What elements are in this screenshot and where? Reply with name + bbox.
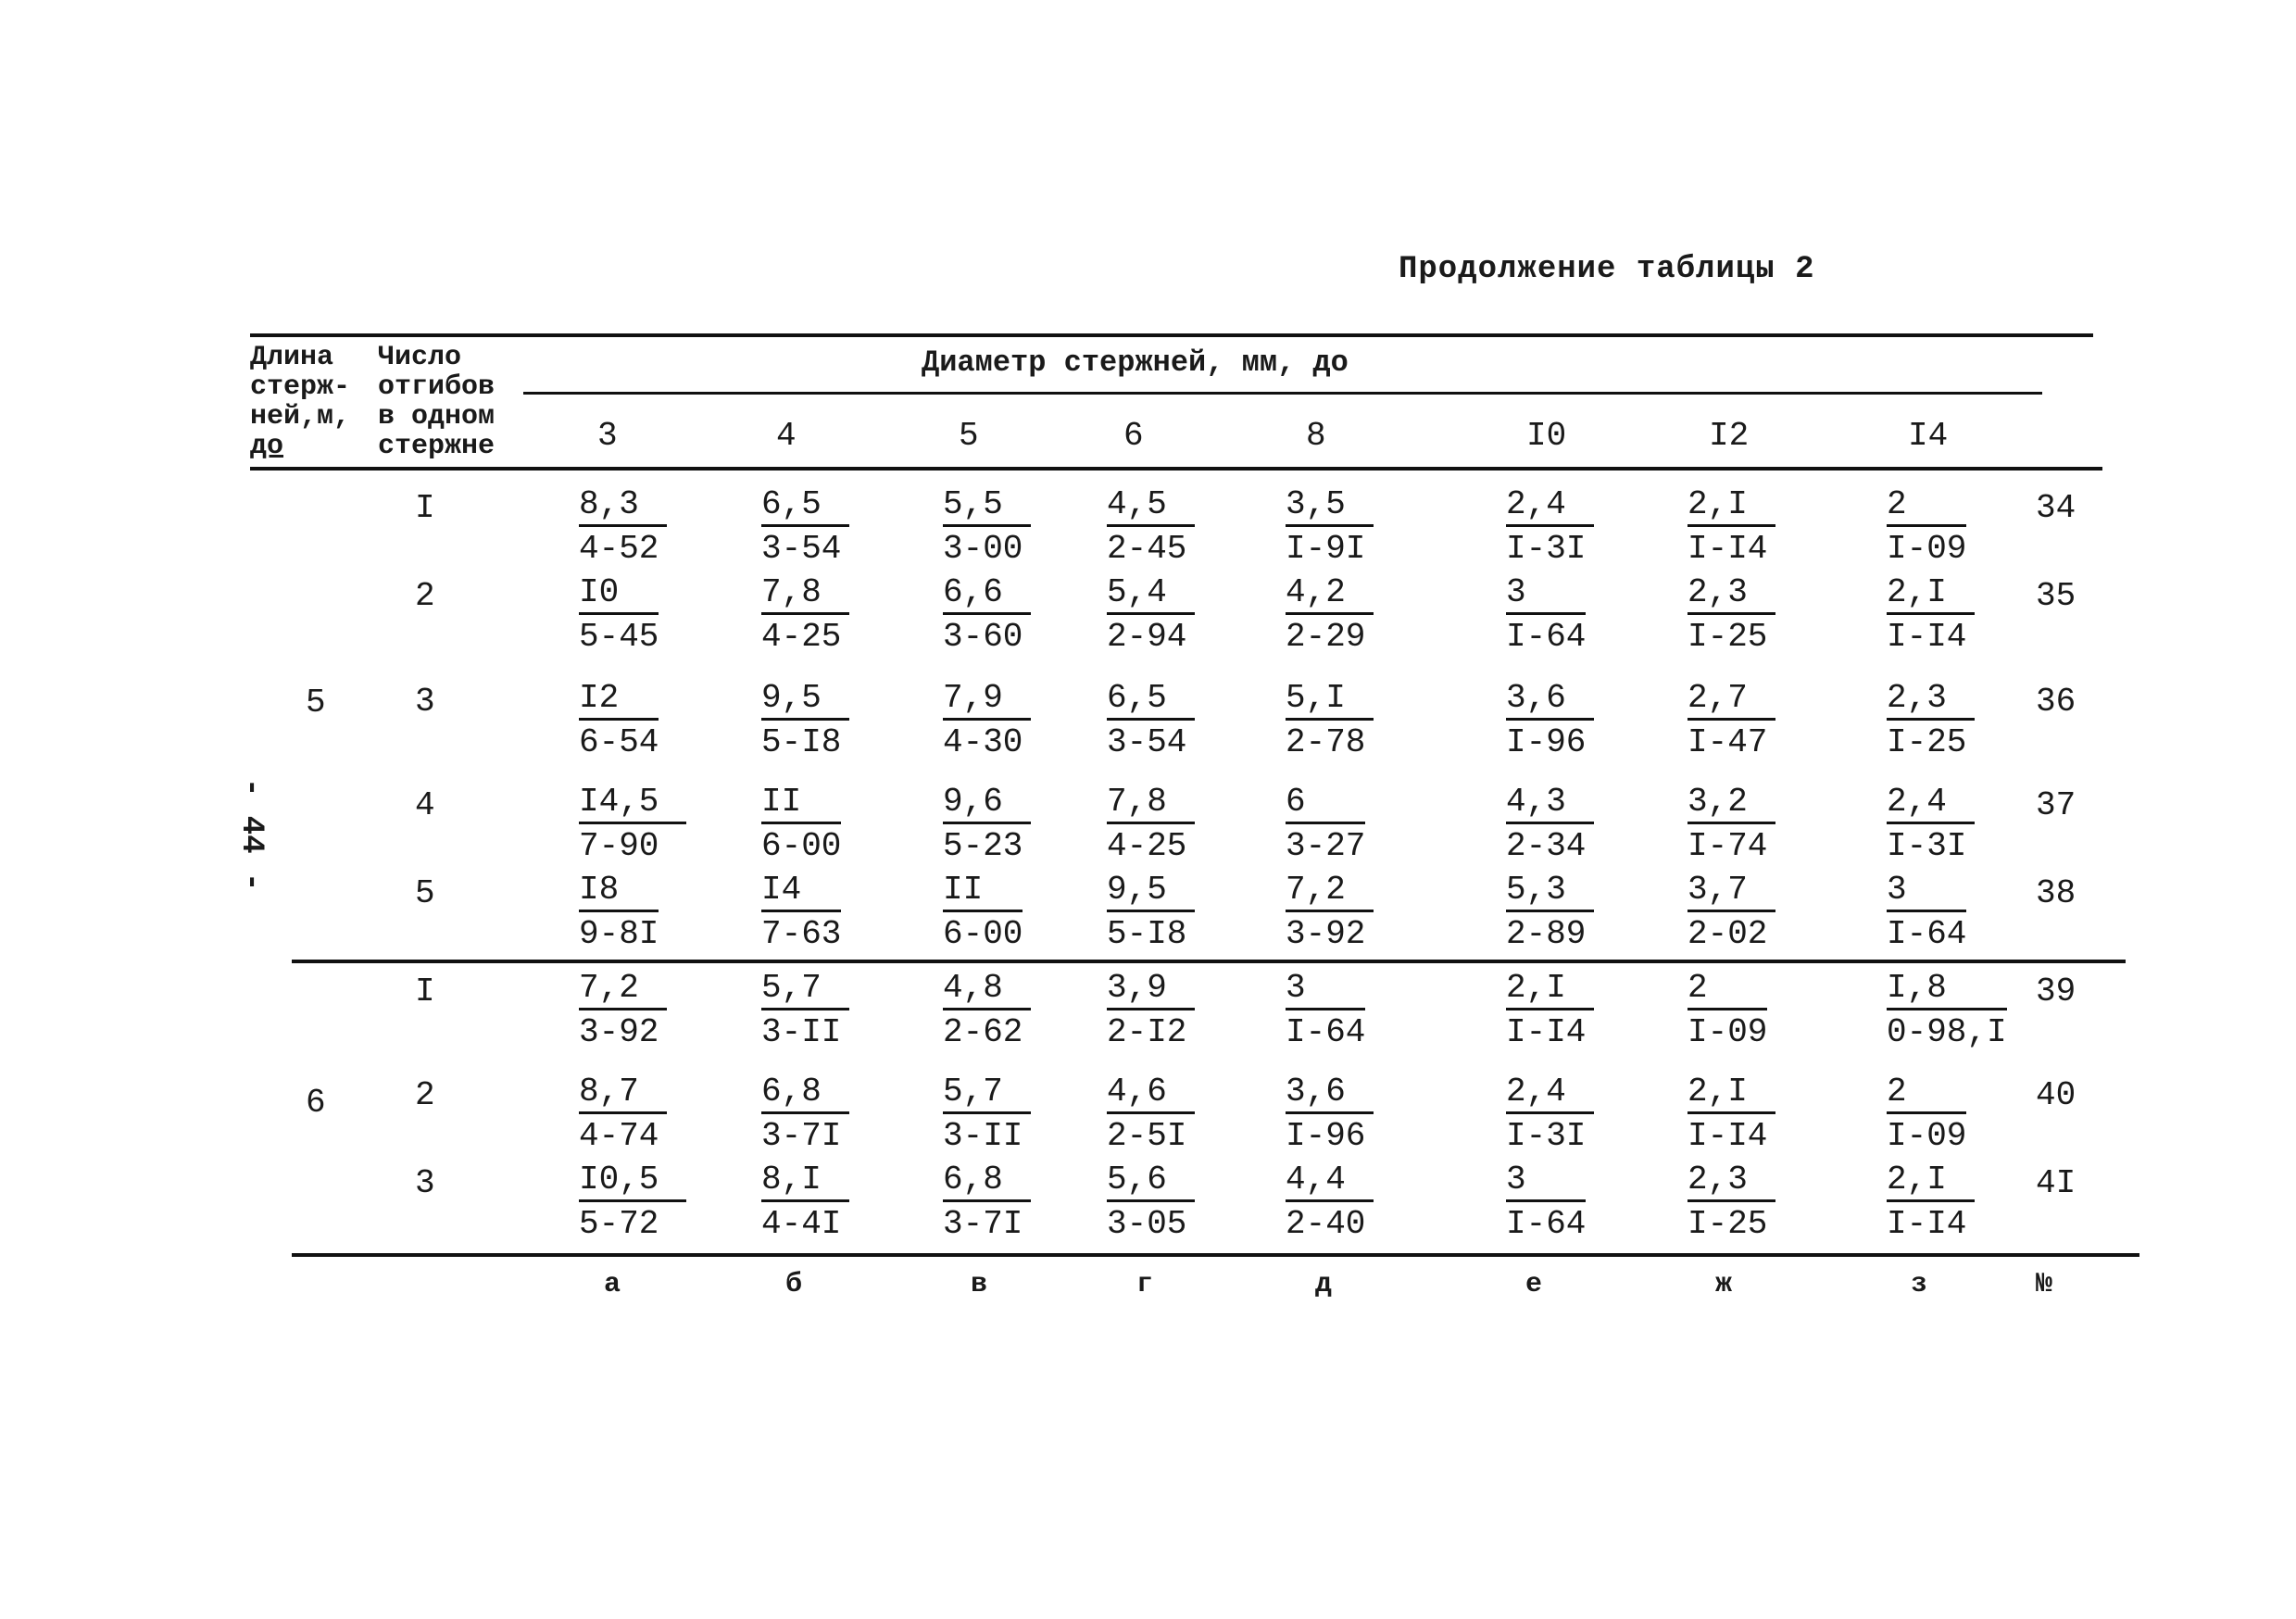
col-header-length-line: Длина [250, 342, 334, 373]
cell-numerator: 3,5 [1286, 485, 1374, 527]
cell-numerator: 5,7 [943, 1073, 1031, 1114]
table-cell [1286, 1161, 1374, 1247]
cell-denominator: 3-60 [943, 618, 1023, 656]
table-cell [1286, 783, 1365, 869]
cell-denominator: I-I4 [1687, 530, 1768, 568]
cell-numerator: 3 [1506, 1161, 1586, 1202]
table-cell [943, 969, 1031, 1055]
table-cell [1286, 969, 1365, 1055]
cell-denominator: 6-54 [579, 723, 659, 761]
cell-denominator: I-64 [1506, 618, 1587, 656]
table-cell [1506, 969, 1594, 1055]
col-header-bends-line: стержне [378, 431, 496, 462]
bends-count: 2 [415, 577, 435, 615]
diameter-col-14: I4 [1908, 417, 1949, 455]
table-cell [761, 679, 849, 765]
cell-numerator: 8,3 [579, 485, 667, 527]
row-number: 35 [2036, 577, 2076, 615]
cell-denominator: 2-I2 [1107, 1013, 1187, 1051]
cell-numerator: I0,5 [579, 1161, 686, 1202]
cell-denominator: 2-34 [1506, 827, 1587, 865]
col-header-length [250, 343, 350, 461]
cell-denominator: 5-I8 [1107, 915, 1187, 953]
cell-numerator: I4,5 [579, 783, 686, 824]
table-cell [1107, 573, 1195, 659]
cell-denominator: I-I4 [1887, 1205, 1967, 1243]
cell-denominator: I-64 [1286, 1013, 1366, 1051]
table-cell [761, 783, 841, 869]
cell-denominator: 2-29 [1286, 618, 1366, 656]
cell-numerator: II [761, 783, 841, 824]
cell-denominator: 4-52 [579, 530, 659, 568]
table-cell [761, 573, 849, 659]
bends-count: 2 [415, 1076, 435, 1114]
col-header-bends [378, 343, 495, 461]
cell-numerator: 7,2 [1286, 871, 1374, 912]
table-caption: Продолжение таблицы 2 [1399, 252, 1815, 287]
table-cell [1887, 573, 1975, 659]
table-cell [1506, 573, 1586, 659]
table-cell [1687, 573, 1775, 659]
cell-denominator: 3-II [943, 1117, 1023, 1155]
cell-numerator: 6,5 [1107, 679, 1195, 721]
table-cell [579, 1073, 667, 1159]
footer-column-letter: д [1315, 1269, 1333, 1300]
table-cell [1887, 871, 1966, 957]
cell-denominator: I-74 [1687, 827, 1768, 865]
cell-denominator: 2-40 [1286, 1205, 1366, 1243]
table-cell [761, 871, 841, 957]
cell-denominator: 3-7I [943, 1205, 1023, 1243]
cell-denominator: I-3I [1506, 1117, 1587, 1155]
cell-denominator: 2-5I [1107, 1117, 1187, 1155]
table-top-rule [250, 333, 2093, 337]
cell-numerator: 2,I [1506, 969, 1594, 1010]
cell-denominator: I-47 [1687, 723, 1768, 761]
cell-denominator: 2-89 [1506, 915, 1587, 953]
page-number: - 44 - [233, 778, 269, 892]
table-cell [1506, 871, 1594, 957]
cell-denominator: 2-02 [1687, 915, 1768, 953]
cell-denominator: 3-92 [579, 1013, 659, 1051]
table-cell [1887, 1073, 1966, 1159]
col-header-bends-line: Число [378, 342, 462, 373]
cell-denominator: 4-74 [579, 1117, 659, 1155]
cell-numerator: I2 [579, 679, 659, 721]
cell-numerator: 9,5 [1107, 871, 1195, 912]
table-cell [1887, 1161, 1975, 1247]
row-number: 38 [2036, 874, 2076, 912]
group-length-5: 5 [306, 684, 326, 722]
cell-denominator: 3-27 [1286, 827, 1366, 865]
cell-numerator: 3 [1887, 871, 1966, 912]
row-number: 40 [2036, 1076, 2076, 1114]
table-cell [1687, 783, 1775, 869]
cell-denominator: 7-63 [761, 915, 842, 953]
bends-count: 5 [415, 874, 435, 912]
cell-denominator: I-09 [1687, 1013, 1768, 1051]
table-cell [1286, 573, 1374, 659]
table-cell [1286, 1073, 1374, 1159]
cell-denominator: 3-54 [761, 530, 842, 568]
footer-column-letter: е [1525, 1269, 1543, 1300]
cell-numerator: 2,7 [1687, 679, 1775, 721]
cell-numerator: 2,I [1887, 573, 1975, 615]
cell-denominator: I-3I [1887, 827, 1967, 865]
table-cell [1506, 485, 1594, 571]
cell-numerator: 5,3 [1506, 871, 1594, 912]
diameter-col-10: I0 [1526, 417, 1567, 455]
col-header-length-line: стерж- [250, 371, 351, 403]
cell-numerator: 2,I [1687, 1073, 1775, 1114]
table-cell [579, 783, 686, 869]
cell-numerator: 7,8 [761, 573, 849, 615]
cell-denominator: 2-94 [1107, 618, 1187, 656]
footer-column-letter: ж [1715, 1269, 1733, 1300]
cell-numerator: 2,3 [1887, 679, 1975, 721]
table-cell [1687, 871, 1775, 957]
cell-denominator: I-I4 [1687, 1117, 1768, 1155]
cell-denominator: 3-II [761, 1013, 842, 1051]
cell-numerator: II [943, 871, 1023, 912]
cell-numerator: 2 [1887, 1073, 1966, 1114]
cell-denominator: 3-54 [1107, 723, 1187, 761]
table-cell [761, 1161, 849, 1247]
cell-numerator: 7,2 [579, 969, 667, 1010]
table-cell [761, 485, 849, 571]
cell-denominator: 5-72 [579, 1205, 659, 1243]
col-header-bends-line: отгибов [378, 371, 496, 403]
bends-count: 3 [415, 1164, 435, 1202]
table-cell [1687, 485, 1775, 571]
row-number: 39 [2036, 973, 2076, 1010]
table-cell [943, 783, 1031, 869]
table-cell [1506, 1073, 1594, 1159]
table-cell [1506, 1161, 1586, 1247]
cell-numerator: 3,9 [1107, 969, 1195, 1010]
cell-denominator: 9-8I [579, 915, 659, 953]
table-cell [943, 573, 1031, 659]
table-cell [761, 969, 849, 1055]
row-number: 37 [2036, 786, 2076, 824]
cell-numerator: 8,7 [579, 1073, 667, 1114]
bends-count: I [415, 973, 435, 1010]
cell-denominator: 5-I8 [761, 723, 842, 761]
table-cell [579, 485, 667, 571]
diameter-col-6: 6 [1123, 417, 1144, 455]
table-cell [1887, 485, 1966, 571]
cell-numerator: 2,I [1887, 1161, 1975, 1202]
table-cell [1687, 969, 1767, 1055]
cell-numerator: 2 [1887, 485, 1966, 527]
group-separator-rule [292, 960, 2126, 963]
table-cell [1887, 679, 1975, 765]
table-cell [943, 485, 1031, 571]
cell-denominator: 5-23 [943, 827, 1023, 865]
table-cell [579, 871, 659, 957]
cell-numerator: 4,2 [1286, 573, 1374, 615]
cell-numerator: 7,9 [943, 679, 1031, 721]
diameter-header-title: Диаметр стержней, мм, до [922, 345, 1349, 380]
cell-numerator: 2,I [1687, 485, 1775, 527]
cell-denominator: I-09 [1887, 1117, 1967, 1155]
cell-denominator: 4-25 [1107, 827, 1187, 865]
bends-count: 3 [415, 683, 435, 721]
table-cell [1107, 969, 1195, 1055]
cell-denominator: 3-00 [943, 530, 1023, 568]
cell-numerator: 9,5 [761, 679, 849, 721]
cell-numerator: 3,6 [1286, 1073, 1374, 1114]
cell-denominator: I-25 [1687, 1205, 1768, 1243]
table-cell [1887, 969, 2007, 1055]
footer-column-letter: а [604, 1269, 621, 1300]
cell-numerator: 3,7 [1687, 871, 1775, 912]
cell-numerator: 4,3 [1506, 783, 1594, 824]
cell-numerator: 4,4 [1286, 1161, 1374, 1202]
diameter-col-5: 5 [959, 417, 979, 455]
bends-count: 4 [415, 786, 435, 824]
cell-denominator: I-96 [1506, 723, 1587, 761]
table-cell [1107, 871, 1195, 957]
cell-numerator: I0 [579, 573, 659, 615]
cell-denominator: I-25 [1687, 618, 1768, 656]
cell-denominator: I-9I [1286, 530, 1366, 568]
table-cell [1107, 485, 1195, 571]
cell-denominator: I-64 [1506, 1205, 1587, 1243]
cell-numerator: 5,I [1286, 679, 1374, 721]
cell-numerator: I4 [761, 871, 841, 912]
bends-count: I [415, 489, 435, 527]
cell-numerator: 3 [1506, 573, 1586, 615]
cell-denominator: I-3I [1506, 530, 1587, 568]
table-cell [1887, 783, 1975, 869]
cell-numerator: 2,4 [1887, 783, 1975, 824]
cell-numerator: 7,8 [1107, 783, 1195, 824]
table-cell [1286, 679, 1374, 765]
table-cell [1107, 783, 1195, 869]
cell-numerator: 2,3 [1687, 1161, 1775, 1202]
diameter-header-rule [523, 392, 2042, 395]
cell-numerator: 6,6 [943, 573, 1031, 615]
cell-denominator: I-64 [1887, 915, 1967, 953]
cell-numerator: I,8 [1887, 969, 2007, 1010]
table-cell [1506, 679, 1594, 765]
col-header-bends-line: в одном [378, 401, 496, 433]
cell-numerator: 6,8 [943, 1161, 1031, 1202]
cell-denominator: 7-90 [579, 827, 659, 865]
cell-denominator: 6-00 [761, 827, 842, 865]
col-header-length-line: до [250, 431, 284, 462]
cell-numerator: 2,3 [1687, 573, 1775, 615]
diameter-col-4: 4 [776, 417, 797, 455]
table-cell [761, 1073, 849, 1159]
cell-numerator: 3,2 [1687, 783, 1775, 824]
cell-denominator: 3-05 [1107, 1205, 1187, 1243]
footer-column-letter: б [785, 1269, 803, 1300]
cell-denominator: 3-7I [761, 1117, 842, 1155]
cell-denominator: 2-62 [943, 1013, 1023, 1051]
cell-denominator: I-09 [1887, 530, 1967, 568]
cell-numerator: 9,6 [943, 783, 1031, 824]
cell-denominator: I-25 [1887, 723, 1967, 761]
footer-column-letter: г [1136, 1269, 1154, 1300]
col-header-length-line: ней,м, [250, 401, 351, 433]
table-cell [1506, 783, 1594, 869]
cell-numerator: 4,6 [1107, 1073, 1195, 1114]
table-cell [1687, 679, 1775, 765]
cell-numerator: 2,4 [1506, 485, 1594, 527]
table-cell [1107, 679, 1195, 765]
cell-numerator: 6,8 [761, 1073, 849, 1114]
table-cell [1286, 871, 1374, 957]
table-cell [943, 679, 1031, 765]
row-number: 4I [2036, 1164, 2076, 1202]
footer-column-letter: в [971, 1269, 988, 1300]
cell-denominator: I-I4 [1506, 1013, 1587, 1051]
row-number: 36 [2036, 683, 2076, 721]
cell-numerator: 2 [1687, 969, 1767, 1010]
table-cell [1107, 1161, 1195, 1247]
table-cell [579, 573, 659, 659]
cell-numerator: 2,4 [1506, 1073, 1594, 1114]
table-cell [1107, 1073, 1195, 1159]
cell-numerator: 8,I [761, 1161, 849, 1202]
cell-numerator: 4,5 [1107, 485, 1195, 527]
diameter-col-12: I2 [1709, 417, 1750, 455]
cell-denominator: 5-45 [579, 618, 659, 656]
cell-denominator: 0-98,I [1887, 1013, 2007, 1051]
table-bottom-rule [292, 1253, 2139, 1257]
table-cell [579, 1161, 686, 1247]
table-cell [579, 969, 667, 1055]
cell-denominator: 6-00 [943, 915, 1023, 953]
cell-denominator: I-96 [1286, 1117, 1366, 1155]
table-cell [943, 1073, 1031, 1159]
cell-numerator: 6 [1286, 783, 1365, 824]
cell-denominator: 4-4I [761, 1205, 842, 1243]
row-number: 34 [2036, 489, 2076, 527]
cell-numerator: 6,5 [761, 485, 849, 527]
diameter-col-8: 8 [1306, 417, 1326, 455]
cell-numerator: 3 [1286, 969, 1365, 1010]
table-cell [943, 871, 1023, 957]
cell-denominator: 4-25 [761, 618, 842, 656]
footer-column-letter: № [2036, 1269, 2053, 1300]
cell-numerator: I8 [579, 871, 659, 912]
table-cell [1687, 1161, 1775, 1247]
table-cell [943, 1161, 1031, 1247]
diameter-col-3: 3 [597, 417, 618, 455]
cell-denominator: 2-78 [1286, 723, 1366, 761]
cell-denominator: 4-30 [943, 723, 1023, 761]
cell-numerator: 5,6 [1107, 1161, 1195, 1202]
cell-denominator: 2-45 [1107, 530, 1187, 568]
cell-denominator: 3-92 [1286, 915, 1366, 953]
footer-column-letter: з [1911, 1269, 1928, 1300]
table-cell [579, 679, 659, 765]
cell-denominator: I-I4 [1887, 618, 1967, 656]
cell-numerator: 5,7 [761, 969, 849, 1010]
cell-numerator: 5,4 [1107, 573, 1195, 615]
table-cell [1286, 485, 1374, 571]
table-cell [1687, 1073, 1775, 1159]
group-length-6: 6 [306, 1084, 326, 1122]
cell-numerator: 5,5 [943, 485, 1031, 527]
cell-numerator: 4,8 [943, 969, 1031, 1010]
header-bottom-rule [250, 467, 2102, 471]
cell-numerator: 3,6 [1506, 679, 1594, 721]
